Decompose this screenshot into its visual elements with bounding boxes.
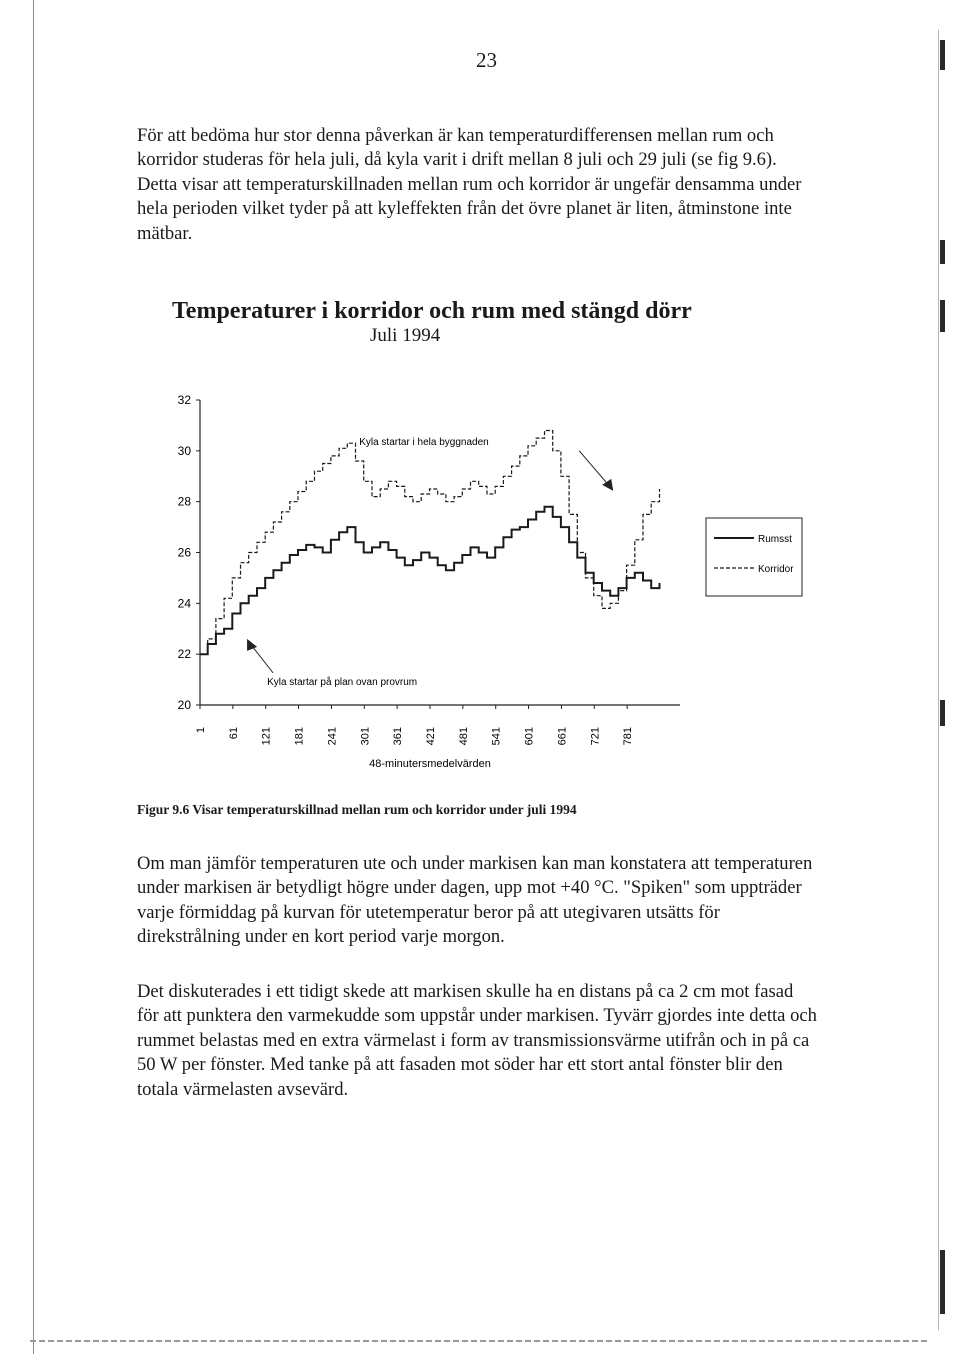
paragraph-markis: Om man jämför temperaturen ute och under markisen kan man konstatera att temperaturen under markisen är betydligt högre under dagen, upp mot +40 °C. "Spiken" som uppträder varje förmiddag på kurvan för utetemperatur beror på att utegivaren utsätts för direkstrålning under en kort period varje morgon. [137,853,813,948]
x-tick-label: 781 [622,727,635,746]
x-tick-label: 421 [425,727,437,746]
chart-subtitle: Juli 1994 [370,325,441,346]
annotation-arrow-head [602,479,613,491]
page-number: 23 [476,48,497,72]
y-tick-label: 28 [177,494,191,509]
annotation-cooling-floor: Kyla startar på plan ovan provrum [267,676,418,688]
legend-box [706,518,802,596]
annotation-arrow-head [247,639,257,651]
page-left-edge [33,0,34,1354]
x-axis-ticks [195,705,634,745]
chart-title: Temperaturer i korridor och rum med stängd dörr [172,298,692,324]
y-tick-label: 20 [177,698,191,712]
scan-mark [940,240,945,264]
x-tick-label: 1 [195,727,207,734]
x-tick-label: 121 [260,727,273,746]
x-tick-label: 601 [523,727,536,746]
page-bottom-edge [30,1340,930,1342]
y-tick-label: 32 [177,393,191,407]
series-line-1 [200,507,660,654]
x-tick-label: 61 [227,727,240,740]
x-tick-label: 721 [589,727,602,746]
annotation-arrow-line [251,645,273,673]
y-axis-ticks [178,393,200,712]
y-tick-label: 22 [177,647,191,662]
x-tick-label: 541 [490,727,503,746]
x-axis-label: 48-minutersmedelvärden [369,758,491,770]
y-tick-label: 30 [177,443,191,458]
annotation-arrow-line [579,451,609,486]
chart-legend [706,518,802,596]
legend-label: Rumsst [758,534,792,545]
scan-mark [940,1250,945,1314]
scan-mark [940,40,945,70]
annotation-layer [247,437,613,688]
x-tick-label: 301 [359,727,372,746]
paragraph-distans: Det diskuterades i ett tidigt skede att markisen skulle ha en distans på ca 2 cm mot fasad för att punktera den varmekudde som uppstår under markisen. Tyvärr gjordes inte detta och rummet belastas med en extra värmelast i form av transmissionsvärme utifrån och in på ca 50 W per fönster. Med tanke på att fasaden mot söder har ett stort antal fönster blir den totala värmelasten avsevärd. [137,981,817,1100]
scan-mark [940,300,945,332]
x-tick-label: 661 [556,727,569,746]
x-tick-label: 361 [392,727,405,746]
page-right-edge [938,30,939,1330]
x-tick-label: 481 [457,727,470,746]
y-tick-label: 26 [177,545,191,560]
temperature-chart [150,380,850,790]
x-tick-label: 241 [326,727,339,746]
annotation-cooling-building: Kyla startar i hela byggnaden [359,436,489,448]
y-tick-label: 24 [177,596,191,611]
x-tick-label: 181 [293,727,306,746]
scan-mark [940,700,945,726]
paragraph-intro: För att bedöma hur stor denna påverkan är kan temperaturdifferensen mellan rum och korridor studeras för hela juli, då kyla varit i drift mellan 8 juli och 29 juli (se fig 9.6). Detta visar att temperaturskillnaden mellan rum och korridor är ungefär densamma under hela perioden vilket tyder på att kyleffekten från det övre planet är liten, åtminstone inte mätbar. [137,125,802,244]
figure-caption: Figur 9.6 Visar temperaturskillnad mellan rum och korridor under juli 1994 [137,802,577,817]
legend-label: Korridor [758,564,794,575]
